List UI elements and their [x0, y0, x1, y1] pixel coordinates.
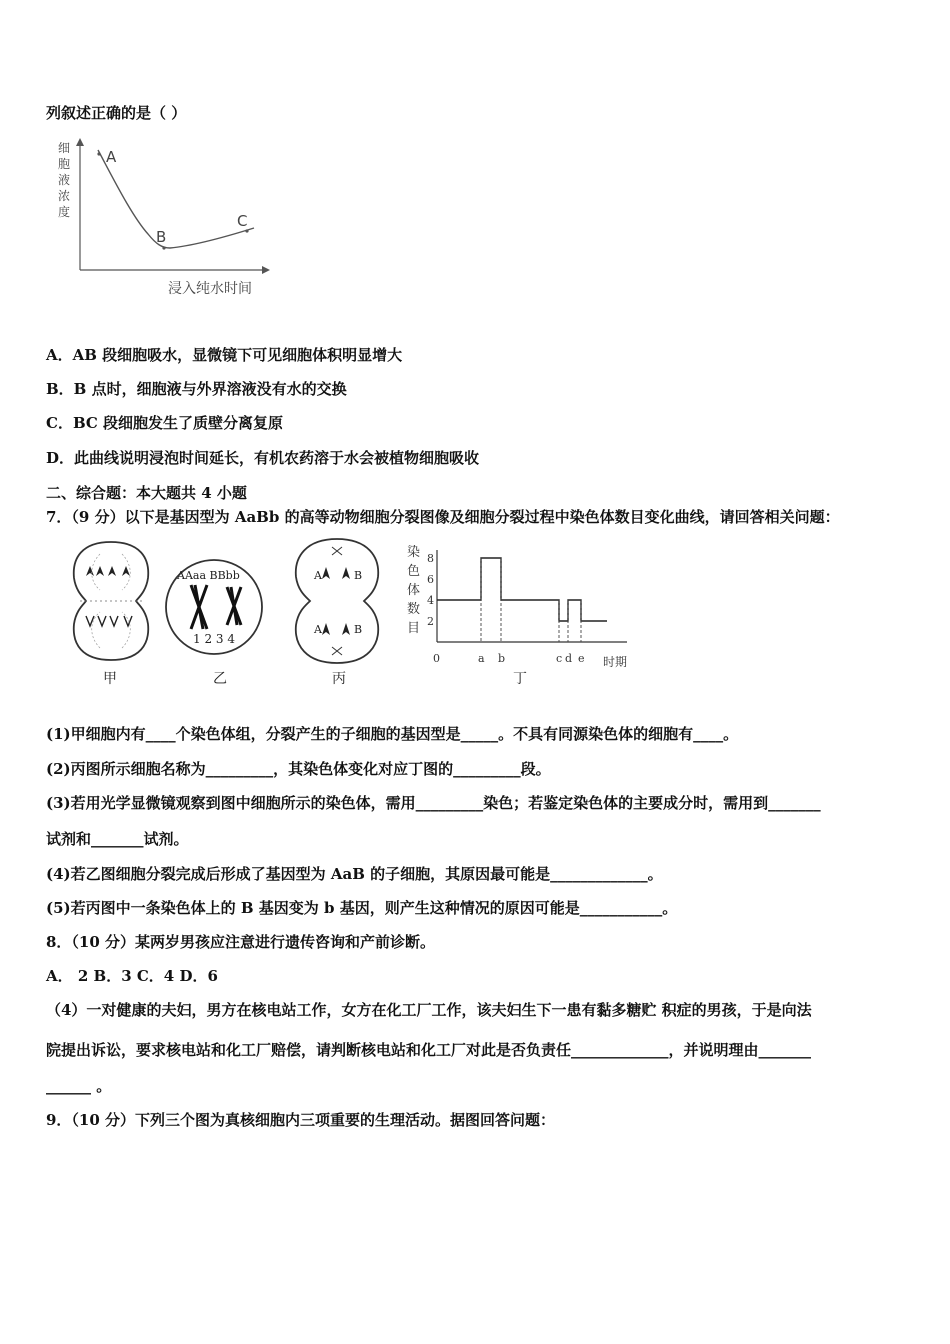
graph1-x-arrow — [262, 266, 270, 274]
cell-jia-figure — [70, 540, 152, 662]
ding-y-label-char: 目 — [407, 621, 421, 636]
ding-y-label-char: 染 — [407, 545, 421, 560]
cell-bing-figure — [290, 537, 384, 665]
q7-sub1: (1)甲细胞内有____个染色体组，分裂产生的子细胞的基因型是_____。不具有同源染色体的细胞有____。 — [46, 725, 739, 743]
q8-stem: 8．（10 分）某两岁男孩应注意进行遗传咨询和产前诊断。 — [46, 933, 436, 951]
ding-origin: 0 — [433, 652, 440, 665]
graph1-y-char: 胞 — [58, 157, 71, 171]
graph1-y-char: 浓 — [58, 189, 71, 203]
cell-bing-centrosomes — [332, 547, 342, 655]
caption-jia: 甲 — [103, 671, 117, 687]
ding-x-tick: d — [565, 652, 573, 665]
q9-stem: 9．（10 分）下列三个图为真核细胞内三项重要的生理活动。据图回答问题： — [46, 1111, 556, 1129]
graph1-label-b: B — [156, 228, 167, 246]
ding-y-tick: 2 — [427, 615, 434, 628]
ding-x-label: 时期 — [603, 655, 628, 669]
q7-sub4: (4)若乙图细胞分裂完成后形成了基因型为 AaB 的子细胞，其原因最可能是_____________。 — [46, 865, 663, 883]
cell-bing-label-a2: A — [314, 623, 322, 636]
q7-stem: 7．（9 分）以下是基因型为 AaBb 的高等动物细胞分裂图像及细胞分裂过程中染色体数目变化曲线，请回答相关问题： — [46, 508, 840, 526]
q8-para1: （4）一对健康的夫妇，男方在核电站工作，女方在化工厂工作，该夫妇生下一患有黏多糖贮 积症的男孩，于是向法 — [46, 1001, 812, 1019]
graph1-curve — [98, 150, 254, 248]
ding-x-tick: b — [498, 652, 506, 665]
graph1-point-a — [97, 152, 100, 155]
caption-ding: 丁 — [513, 671, 527, 687]
chromosome-count-chart — [405, 540, 640, 670]
ding-y-label-char: 体 — [407, 583, 421, 598]
ding-y-label-char: 数 — [407, 602, 421, 617]
graph1-y-char: 液 — [58, 173, 71, 187]
ding-y-ticks — [427, 552, 434, 628]
graph1-point-b — [162, 246, 165, 249]
cell-jia-chromosomes-top — [86, 566, 130, 576]
cell-bing-label-b2: B — [354, 623, 363, 636]
ding-y-tick: 6 — [427, 573, 434, 586]
ding-y-tick: 8 — [427, 552, 434, 565]
option-a: A．AB 段细胞吸水，显微镜下可见细胞体积明显增大 — [46, 346, 403, 364]
cell-yi-chromosomes — [191, 585, 241, 629]
q7-sub5: (5)若丙图中一条染色体上的 B 基因变为 b 基因，则产生这种情况的原因可能是___________。 — [46, 899, 678, 917]
ding-x-ticks — [478, 652, 585, 665]
q8-para2: 院提出诉讼，要求核电站和化工厂赔偿，请判断核电站和化工厂对此是否负责任_____________，并说明理由_______ — [46, 1041, 812, 1059]
option-d: D．此曲线说明浸泡时间延长，有机农药溶于水会被植物细胞吸收 — [46, 449, 480, 467]
graph1-y-char: 度 — [58, 205, 71, 219]
cell-bing-membrane — [296, 539, 378, 663]
caption-bing: 丙 — [332, 671, 346, 687]
ding-series-line — [437, 558, 607, 621]
cell-yi-figure — [163, 557, 265, 657]
graph1-y-label — [58, 141, 70, 219]
q8-options: A． 2 B．3 C．4 D．6 — [46, 967, 218, 985]
graph1-label-a: A — [106, 148, 117, 166]
graph1-label-c: C — [237, 212, 248, 230]
cell-jia-chromosomes-bottom — [86, 616, 132, 626]
ding-y-label — [407, 544, 420, 636]
ding-y-tick: 4 — [427, 594, 434, 607]
q7-sub3-a: (3)若用光学显微镜观察到图中细胞所示的染色体，需用_________染色；若鉴定染色体的主要成分时，需用到_______ — [46, 794, 821, 812]
q7-sub3-b: 试剂和_______试剂。 — [46, 830, 189, 848]
graph1-x-label: 浸入纯水时间 — [168, 281, 252, 297]
cell-bing-chromosomes — [322, 567, 350, 635]
ding-x-tick: c — [556, 652, 563, 665]
cell-yi-gene-labels: AAaa BBbb — [177, 569, 240, 582]
cell-bing-label-a1: A — [314, 569, 322, 582]
option-b: B．B 点时，细胞液与外界溶液没有水的交换 — [46, 380, 347, 398]
graph1-y-char: 细 — [58, 141, 71, 155]
cell-yi-number-labels: 1 2 3 4 — [193, 632, 235, 646]
caption-yi: 乙 — [213, 671, 227, 687]
cell-bing-label-b1: B — [354, 569, 363, 582]
q8-para3: ______ 。 — [46, 1077, 112, 1095]
ding-y-label-char: 色 — [407, 564, 421, 579]
intro-text: 列叙述正确的是（ ） — [46, 104, 187, 122]
option-c: C．BC 段细胞发生了质壁分离复原 — [46, 414, 284, 432]
graph1-y-arrow — [76, 138, 84, 146]
ding-x-tick: a — [478, 652, 485, 665]
concentration-graph — [52, 136, 292, 302]
ding-x-tick: e — [578, 652, 585, 665]
q7-sub2: (2)丙图所示细胞名称为_________，其染色体变化对应丁图的_________段。 — [46, 760, 551, 778]
section-heading: 二、综合题：本大题共 4 小题 — [46, 484, 247, 502]
